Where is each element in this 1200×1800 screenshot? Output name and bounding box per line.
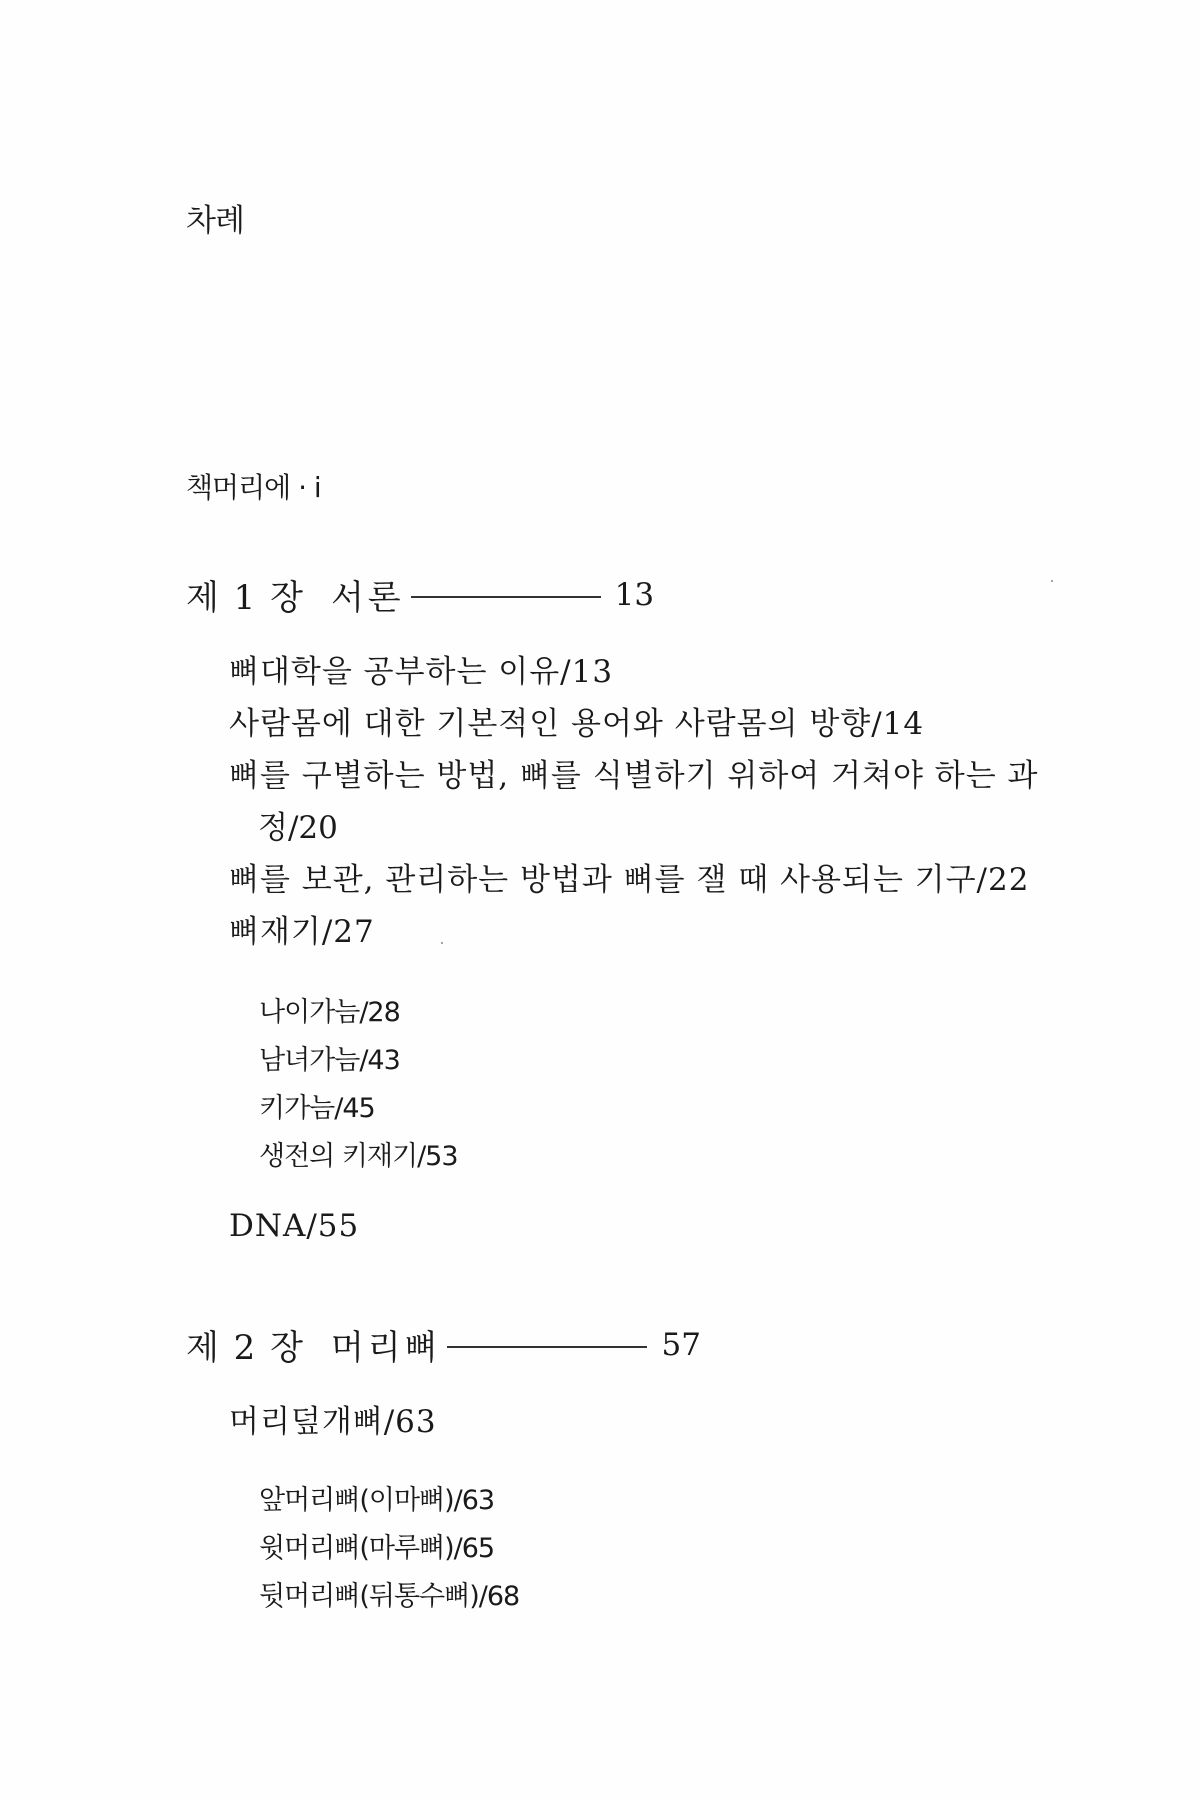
preface-entry: 책머리에 · i — [186, 471, 321, 504]
toc-subsection-entry: 윗머리뼈(마루뼈)/65 — [259, 1533, 495, 1564]
toc-subsection-entry: 앞머리뼈(이마뼈)/63 — [259, 1485, 495, 1516]
chapter-number: 제 1 장 — [186, 578, 305, 618]
chapter-leader-line — [447, 1346, 647, 1348]
toc-section-entry: 사람몸에 대한 기본적인 용어와 사람몸의 방향/14 — [229, 706, 925, 742]
toc-subsection-entry: 뒷머리뼈(뒤통수뼈)/68 — [259, 1581, 520, 1612]
scan-speck — [1051, 580, 1053, 582]
toc-subsection-entry: 생전의 키재기/53 — [259, 1141, 458, 1172]
toc-subsection-entry: 나이가늠/28 — [259, 997, 400, 1028]
toc-section-entry: 뼈를 구별하는 방법, 뼈를 식별하기 위하여 거쳐야 하는 과 — [229, 758, 1039, 794]
chapter-title: 서론 — [330, 578, 405, 618]
chapter-page-number: 13 — [614, 576, 655, 613]
chapter-leader-line — [411, 596, 601, 598]
page-title: 차례 — [186, 203, 244, 239]
scan-speck — [441, 942, 443, 944]
toc-subsection-entry: 남녀가늠/43 — [259, 1045, 400, 1076]
chapter-2-heading — [186, 1320, 701, 1369]
chapter-1-heading — [186, 570, 654, 619]
toc-section-entry: 머리덮개뼈/63 — [229, 1404, 437, 1440]
chapter-number: 제 2 장 — [186, 1328, 305, 1368]
toc-section-entry: DNA/55 — [229, 1208, 360, 1244]
toc-section-entry-continued: 정/20 — [258, 810, 338, 846]
chapter-page-number: 57 — [661, 1326, 701, 1363]
toc-section-entry: 뼈를 보관, 관리하는 방법과 뼈를 잴 때 사용되는 기구/22 — [229, 862, 1030, 898]
toc-section-entry: 뼈대학을 공부하는 이유/13 — [229, 654, 614, 690]
toc-section-entry: 뼈재기/27 — [229, 914, 375, 950]
toc-subsection-entry: 키가늠/45 — [259, 1093, 375, 1124]
chapter-title: 머리뼈 — [330, 1328, 442, 1368]
